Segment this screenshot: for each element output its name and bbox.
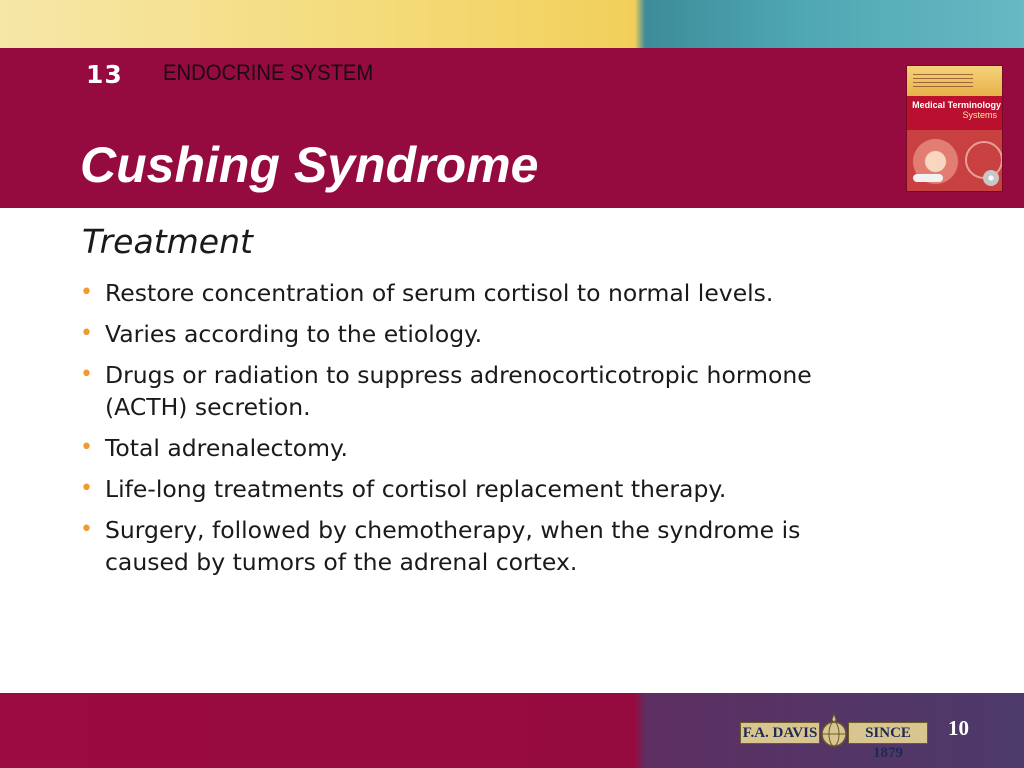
bullet-icon: • [80,362,93,387]
bullet-item [80,359,870,423]
book-cover-title: Medical Terminology [912,100,1001,110]
section-subheading: Treatment [82,222,253,261]
logo-left-plaque: F.A. DAVIS [740,722,820,744]
slide-title: Cushing Syndrome [80,137,539,193]
fa-davis-logo [740,702,930,760]
bullet-icon: • [80,435,93,460]
cd-icon [983,170,999,186]
chapter-number: 13 [86,60,123,89]
bullet-item [80,277,870,309]
book-cover-subtitle: Systems [962,110,997,120]
chapter-title: ENDOCRINE SYSTEM [163,60,374,85]
globe-icon [818,712,850,752]
bullet-icon: • [80,476,93,501]
bullet-item [80,473,870,505]
top-decorative-strip [0,0,1024,48]
bullet-list [80,277,870,587]
bullet-text: Surgery, followed by chemotherapy, when the syndrome is caused by tumors of the adrenal cortex. [105,516,801,576]
logo-right-plaque: SINCE 1879 [848,722,928,744]
bullet-icon: • [80,321,93,346]
bullet-icon: • [80,280,93,305]
bullet-text: Drugs or radiation to suppress adrenocorticotropic hormone (ACTH) secretion. [105,361,812,421]
bullet-text: Total adrenalectomy. [105,434,348,462]
bullet-item [80,514,870,578]
book-cover-image [906,65,1003,192]
page-number: 10 [948,716,969,740]
bullet-item [80,318,870,350]
bullet-text: Varies according to the etiology. [105,320,483,348]
bullet-item [80,432,870,464]
bullet-icon: • [80,517,93,542]
bullet-text: Life-long treatments of cortisol replacement therapy. [105,475,727,503]
bullet-text: Restore concentration of serum cortisol to normal levels. [105,279,774,307]
